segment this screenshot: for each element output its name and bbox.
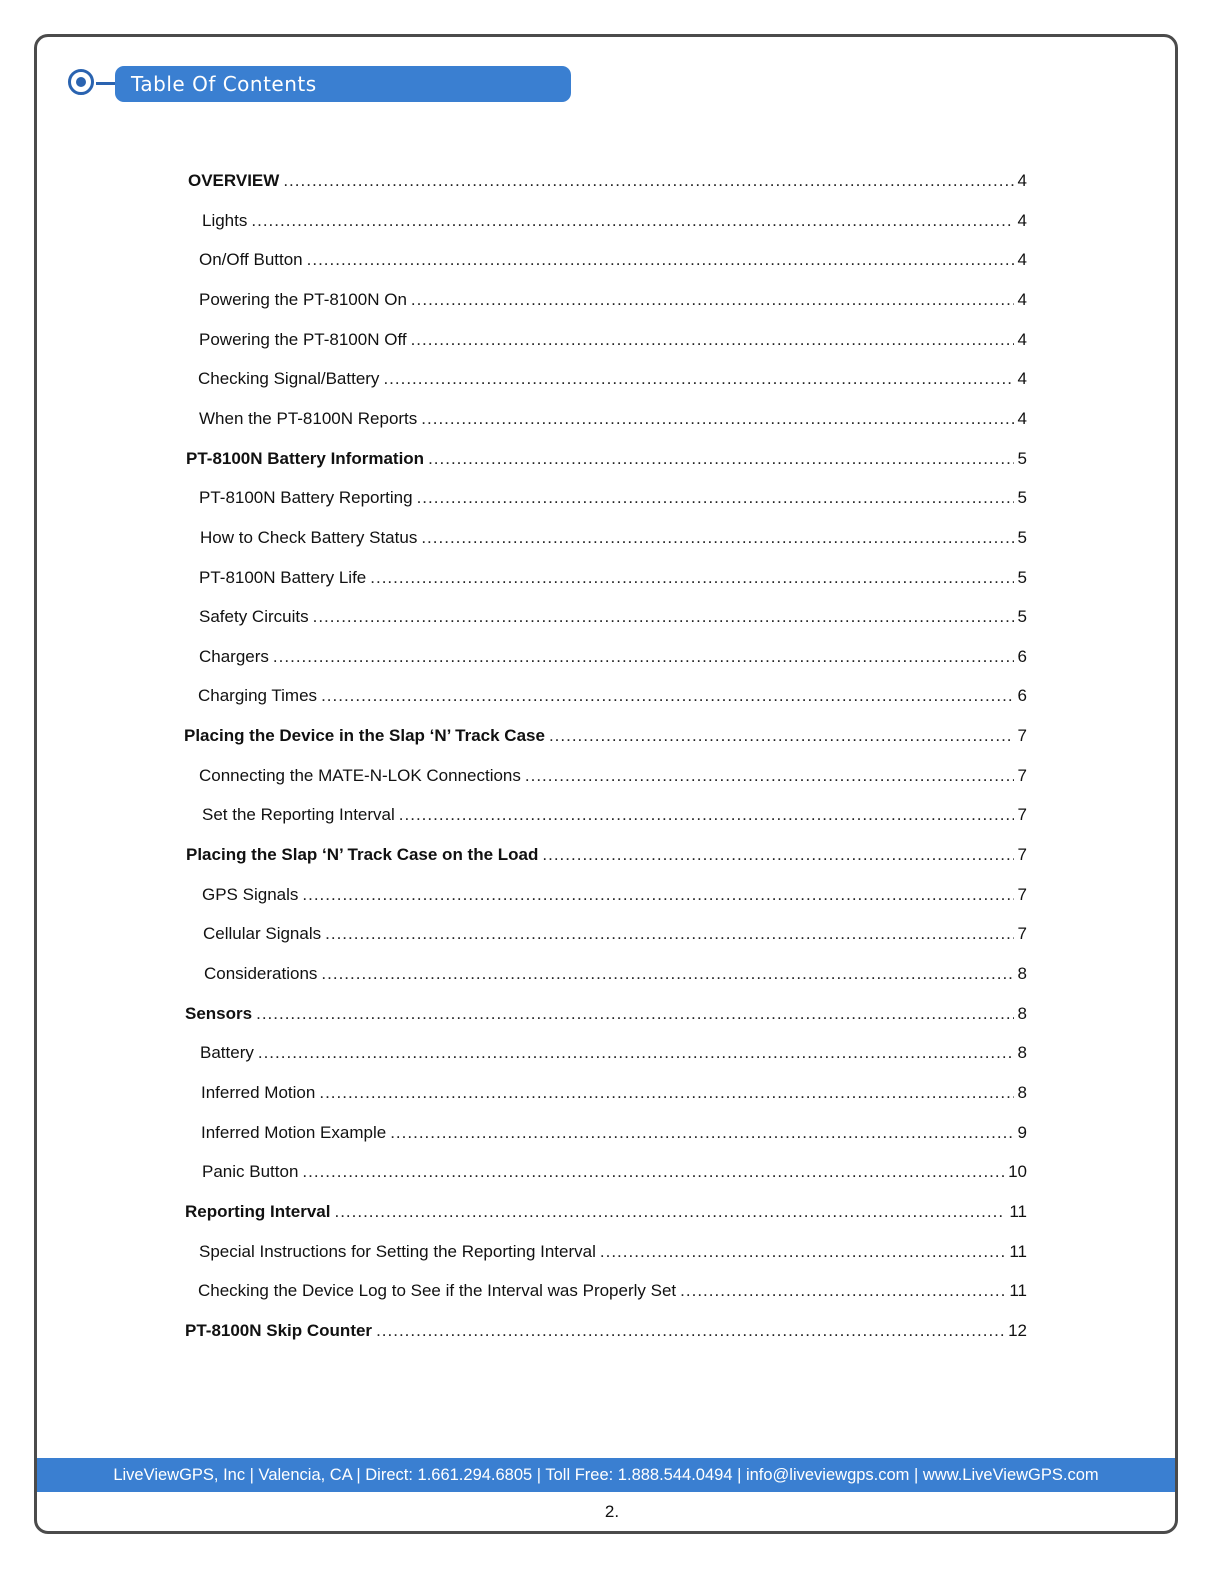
toc-entry-title: Inferred Motion	[201, 1083, 316, 1102]
toc-leader-dots	[283, 169, 1013, 193]
toc-entry-page: 6	[1017, 647, 1027, 666]
toc-entry[interactable]	[199, 1240, 1027, 1264]
toc-entry-page: 5	[1017, 528, 1027, 547]
toc-entry[interactable]	[199, 288, 1027, 312]
toc-leader-dots	[307, 248, 1014, 272]
toc-leader-dots	[417, 486, 1014, 510]
toc-leader-dots	[325, 922, 1013, 946]
toc-entry[interactable]	[198, 684, 1027, 708]
toc-leader-dots	[258, 1041, 1014, 1065]
toc-entry[interactable]	[199, 248, 1027, 272]
toc-leader-dots	[302, 1160, 1004, 1184]
toc-entry-title: Sensors	[185, 1004, 253, 1023]
toc-entry-page: 8	[1017, 1004, 1027, 1023]
toc-entry-page: 4	[1017, 330, 1027, 349]
toc-entry-page: 5	[1017, 488, 1027, 507]
toc-entry-page: 5	[1017, 449, 1027, 468]
toc-entry-title: Panic Button	[202, 1162, 299, 1181]
toc-entry-title: Safety Circuits	[199, 607, 309, 626]
toc-entry[interactable]	[198, 367, 1027, 391]
toc-entry[interactable]	[199, 328, 1027, 352]
toc-entry-title: Considerations	[204, 964, 318, 983]
toc-entry-page: 11	[1009, 1242, 1027, 1261]
toc-entry-page: 7	[1017, 845, 1027, 864]
toc-leader-dots	[376, 1319, 1004, 1343]
toc-entry-page: 12	[1008, 1321, 1027, 1340]
toc-entry-title: How to Check Battery Status	[200, 528, 418, 547]
toc-entry-title: OVERVIEW	[188, 171, 280, 190]
toc-leader-dots	[383, 367, 1013, 391]
toc-leader-dots	[302, 883, 1013, 907]
toc-entry[interactable]	[201, 1081, 1027, 1105]
toc-entry[interactable]	[202, 1160, 1027, 1184]
toc-leader-dots	[321, 962, 1013, 986]
toc-entry-page: 4	[1017, 250, 1027, 269]
toc-entry-title: Chargers	[199, 647, 269, 666]
toc-entry[interactable]	[185, 1002, 1027, 1026]
toc-entry-page: 7	[1017, 805, 1027, 824]
toc-entry[interactable]	[202, 883, 1027, 907]
page-number: 2.	[604, 1502, 620, 1521]
toc-entry[interactable]	[199, 566, 1027, 590]
toc-leader-dots	[370, 566, 1013, 590]
toc-leader-dots	[399, 803, 1014, 827]
toc-entry[interactable]	[188, 169, 1027, 193]
toc-entry-page: 5	[1017, 607, 1027, 626]
toc-leader-dots	[525, 764, 1014, 788]
toc-entry-page: 9	[1017, 1123, 1027, 1142]
toc-title: Table Of Contents	[115, 66, 571, 102]
toc-leader-dots	[313, 605, 1014, 629]
toc-entry[interactable]	[201, 1121, 1027, 1145]
toc-entry-title: Lights	[202, 211, 248, 230]
toc-entry-title: On/Off Button	[199, 250, 303, 269]
toc-entry[interactable]	[202, 803, 1027, 827]
toc-entry-title: Checking Signal/Battery	[198, 369, 380, 388]
toc-entry[interactable]	[199, 605, 1027, 629]
toc-entry[interactable]	[199, 645, 1027, 669]
toc-leader-dots	[411, 328, 1014, 352]
toc-leader-dots	[321, 684, 1013, 708]
toc-entry-title: PT-8100N Battery Reporting	[199, 488, 413, 507]
toc-entry-page: 8	[1017, 1083, 1027, 1102]
toc-entry-page: 7	[1017, 924, 1027, 943]
toc-entry-title: Charging Times	[198, 686, 318, 705]
toc-entry-page: 4	[1017, 369, 1027, 388]
toc-leader-dots	[256, 1002, 1013, 1026]
toc-entry[interactable]	[199, 764, 1027, 788]
toc-entry-title: GPS Signals	[202, 885, 299, 904]
toc-entry-title: Special Instructions for Setting the Reporting Interval	[199, 1242, 596, 1261]
toc-entry-title: Reporting Interval	[185, 1202, 331, 1221]
toc-entry-page: 8	[1017, 964, 1027, 983]
toc-entry-title: PT-8100N Battery Information	[186, 449, 425, 468]
toc-entry-title: Set the Reporting Interval	[202, 805, 395, 824]
toc-entry-page: 8	[1017, 1043, 1027, 1062]
toc-entry-title: PT-8100N Skip Counter	[185, 1321, 373, 1340]
toc-entry-title: Cellular Signals	[203, 924, 322, 943]
toc-entry-page: 10	[1008, 1162, 1027, 1181]
toc-entry-title: Connecting the MATE-N-LOK Connections	[199, 766, 521, 785]
toc-entry-page: 4	[1017, 171, 1027, 190]
toc-leader-dots	[251, 209, 1013, 233]
toc-leader-dots	[319, 1081, 1013, 1105]
toc-entry[interactable]	[202, 209, 1027, 233]
toc-entry-title: Battery	[200, 1043, 254, 1062]
toc-entry-page: 6	[1017, 686, 1027, 705]
toc-entry-page: 7	[1017, 885, 1027, 904]
toc-leader-dots	[334, 1200, 1005, 1224]
toc-entry-page: 5	[1017, 568, 1027, 587]
toc-leader-dots	[428, 447, 1013, 471]
toc-leader-dots	[421, 526, 1013, 550]
toc-entry-title: Powering the PT-8100N Off	[199, 330, 407, 349]
toc-entry-title: When the PT-8100N Reports	[199, 409, 418, 428]
toc-entry[interactable]	[203, 922, 1027, 946]
toc-entry-page: 4	[1017, 211, 1027, 230]
toc-leader-dots	[390, 1121, 1013, 1145]
toc-entry[interactable]	[200, 526, 1027, 550]
toc-entry[interactable]	[200, 1041, 1027, 1065]
toc-leader-dots	[549, 724, 1014, 748]
toc-entry-page: 4	[1017, 290, 1027, 309]
toc-entry-page: 7	[1017, 766, 1027, 785]
toc-entry-title: Placing the Slap ‘N’ Track Case on the Load	[186, 845, 539, 864]
toc-entry-title: PT-8100N Battery Life	[199, 568, 367, 587]
toc-entry[interactable]	[186, 447, 1027, 471]
toc-entry[interactable]	[204, 962, 1027, 986]
toc-entry-title: Powering the PT-8100N On	[199, 290, 407, 309]
toc-entry[interactable]	[184, 724, 1027, 748]
toc-entry-page: 11	[1009, 1281, 1027, 1300]
toc-entry-title: Checking the Device Log to See if the Interval was Properly Set	[198, 1281, 677, 1300]
toc-entry-page: 11	[1009, 1202, 1027, 1221]
footer-contact-bar: LiveViewGPS, Inc | Valencia, CA | Direct: 1.661.294.6805 | Toll Free: 1.888.544.0494 | info@liveviewgps.com | www.LiveViewGPS.com	[37, 1458, 1175, 1492]
toc-entry-page: 7	[1017, 726, 1027, 745]
toc-leader-dots	[542, 843, 1013, 867]
toc-leader-dots	[600, 1240, 1005, 1264]
toc-leader-dots	[680, 1279, 1005, 1303]
toc-entry[interactable]	[185, 1319, 1027, 1343]
toc-entry-title: Placing the Device in the Slap ‘N’ Track Case	[184, 726, 545, 745]
toc-leader-dots	[421, 407, 1013, 431]
toc-entry[interactable]	[185, 1200, 1027, 1224]
toc-entry-page: 4	[1017, 409, 1027, 428]
toc-entry[interactable]	[199, 407, 1027, 431]
toc-leader-dots	[273, 645, 1014, 669]
toc-leader-dots	[411, 288, 1014, 312]
toc-entry[interactable]	[186, 843, 1027, 867]
toc-entry[interactable]	[199, 486, 1027, 510]
toc-entry-title: Inferred Motion Example	[201, 1123, 387, 1142]
toc-entry[interactable]	[198, 1279, 1027, 1303]
